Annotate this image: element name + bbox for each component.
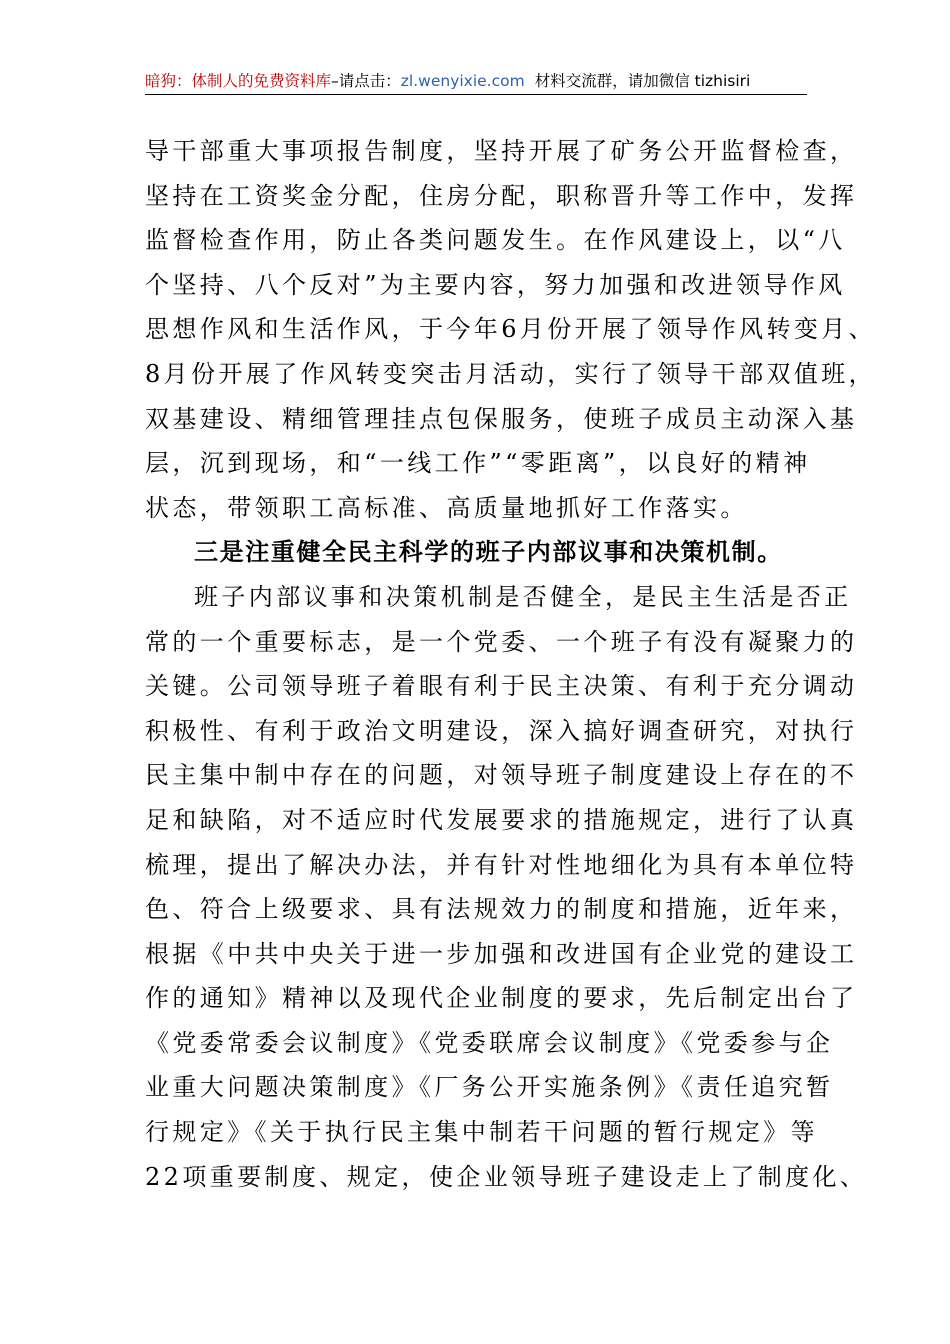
header-cta: –请点击： <box>331 72 401 90</box>
body-line: 双基建设、精细管理挂点包保服务，使班子成员主动深入基 <box>145 404 858 433</box>
header-brand: 暗狗：体制人的免费资料库 <box>145 72 332 90</box>
section-heading: 三是注重健全民主科学的班子内部议事和决策机制。 <box>194 537 783 567</box>
body-line: 梳理，提出了解决办法，并有针对性地细化为具有本单位特 <box>145 850 858 879</box>
body-line: 思想作风和生活作风，于今年6月份开展了领导作风转变月、 <box>145 315 877 344</box>
body-line: 状态，带领职工高标准、高质量地抓好工作落实。 <box>145 493 748 522</box>
body-line: 常的一个重要标志，是一个党委、一个班子有没有凝聚力的 <box>145 627 858 656</box>
body-line: 色、符合上级要求、具有法规效力的制度和措施，近年来， <box>145 895 858 924</box>
body-line: 导干部重大事项报告制度，坚持开展了矿务公开监督检查， <box>145 137 858 165</box>
body-line: 《党委常委会议制度》《党委联席会议制度》《党委参与企 <box>145 1028 834 1057</box>
body-line: 关键。公司领导班子着眼有利于民主决策、有利于充分调动 <box>145 672 858 701</box>
body-line: 层，沉到现场，和“一线工作”“零距离”，以良好的精神 <box>145 449 811 478</box>
body-line: 22项重要制度、规定，使企业领导班子建设走上了制度化、 <box>145 1162 868 1191</box>
body-line: 个坚持、八个反对”为主要内容，努力加强和改进领导作风 <box>145 270 846 299</box>
body-line: 民主集中制中存在的问题，对领导班子制度建设上存在的不 <box>145 761 858 790</box>
body-line: 作的通知》精神以及现代企业制度的要求，先后制定出台了 <box>145 984 858 1013</box>
body-line: 业重大问题决策制度》《厂务公开实施条例》《责任追究暂 <box>145 1073 834 1102</box>
header-link[interactable]: zl.wenyixie.com <box>400 72 525 90</box>
body-line: 根据《中共中央关于进一步加强和改进国有企业党的建设工 <box>145 939 858 968</box>
body-line: 8月份开展了作风转变突击月活动，实行了领导干部双值班， <box>145 359 877 388</box>
body-line: 坚持在工资奖金分配，住房分配，职称晋升等工作中，发挥 <box>145 181 858 210</box>
page-header <box>145 70 807 95</box>
body-line: 积极性、有利于政治文明建设，深入搞好调查研究，对执行 <box>145 716 858 745</box>
header-contact: 材料交流群，请加微信 tizhisiri <box>534 72 751 90</box>
body-line: 足和缺陷，对不适应时代发展要求的措施规定，进行了认真 <box>145 805 858 834</box>
document-body <box>145 129 877 1199</box>
body-line: 监督检查作用，防止各类问题发生。在作风建设上，以“八 <box>145 226 846 255</box>
paragraph-first-line: 班子内部议事和决策机制是否健全，是民主生活是否正 <box>194 582 852 611</box>
body-line: 行规定》《关于执行民主集中制若干问题的暂行规定》等 <box>145 1118 818 1147</box>
